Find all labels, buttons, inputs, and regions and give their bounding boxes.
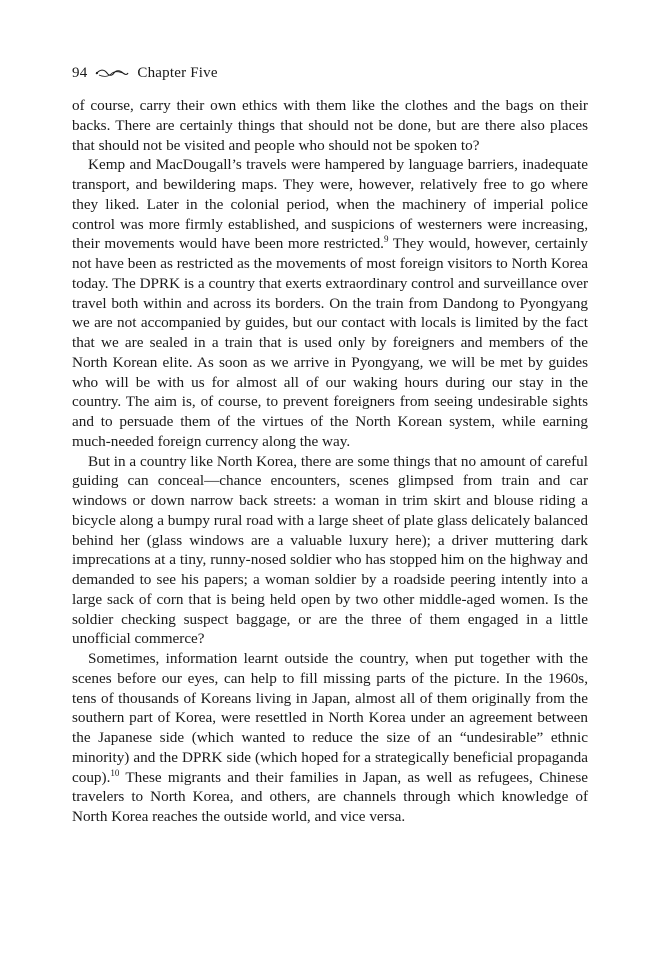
paragraph-text: Kemp and MacDougall’s travels were hampered by language barriers, inadequate transport, and bewildering maps. They were, however, relatively free to go where they liked. Later in the colonial period, when the machinery of imperial police control was more firmly established, and suspicions of westerners were increasing, their movements would have been more restricted.	[72, 156, 588, 253]
footnote-reference[interactable]: 10	[110, 767, 120, 778]
paragraph	[72, 649, 588, 827]
paragraph-text: Sometimes, information learnt outside the country, when put together with the scenes before our eyes, can help to fill missing parts of the picture. In the 1960s, tens of thousands of Koreans living in Japan, almost all of them originally from the southern part of Korea, were resettled in North Korea under an agreement between the Japanese side (which wanted to reduce the size of an “undesirable” ethnic minority) and the DPRK side (which hoped for a strategically beneficial propaganda coup).	[72, 650, 588, 786]
page-number: 94	[72, 65, 88, 81]
running-head	[72, 62, 588, 84]
paragraph-text: But in a country like North Korea, there are some things that no amount of careful guiding can conceal—chance encounters, scenes glimpsed from train and car windows or down narrow back streets: a woman in trim skirt and blouse riding a bicycle along a bumpy rural road with a large sheet of plate glass delicately balanced behind her (glass windows are a valuable luxury here); a driver muttering dark imprecations at a tiny, runny-nosed soldier who has stopped him on the highway and demanded to see his papers; a woman soldier by a roadside peering intently into a large sack of corn that is being held open by two other middle-aged women. Is the soldier checking suspect baggage, or are the three of them engaged in a little unofficial commerce?	[72, 452, 588, 648]
paragraph-text: They would, however, certainly not have been as restricted as the movements of most foreign visitors to North Korea today. The DPRK is a country that exerts extraordinary control and surveillance over travel both within and across its borders. On the train from Dandong to Pyongyang we are not accompanied by guides, but our contact with locals is limited by the fact that we are sealed in a train that is used only by foreigners and members of the North Korean elite. As soon as we arrive in Pyongyang, we will be met by guides who will be with us for almost all of our waking hours during our stay in the country. The aim is, of course, to prevent foreigners from seeing undesirable sights and to persuade them of the virtues of the North Korean system, while earning much-needed foreign currency along the way.	[72, 235, 588, 450]
body-text	[72, 96, 588, 827]
paragraph	[72, 452, 588, 650]
book-page	[72, 62, 588, 827]
chapter-title: Chapter Five	[137, 65, 218, 81]
paragraph-text: of course, carry their own ethics with them like the clothes and the bags on their backs. There are certainly things that should not be done, but are there also places that should not be visited and people who should not be spoken to?	[72, 97, 588, 154]
paragraph	[72, 96, 588, 155]
paragraph	[72, 155, 588, 451]
footnote-reference[interactable]: 9	[383, 234, 389, 245]
flourish-ornament-icon	[95, 67, 129, 79]
paragraph-text: These migrants and their families in Japan, as well as refugees, Chinese travelers to North Korea, and others, are channels through which knowledge of North Korea reaches the outside world, and vice versa.	[72, 768, 588, 825]
